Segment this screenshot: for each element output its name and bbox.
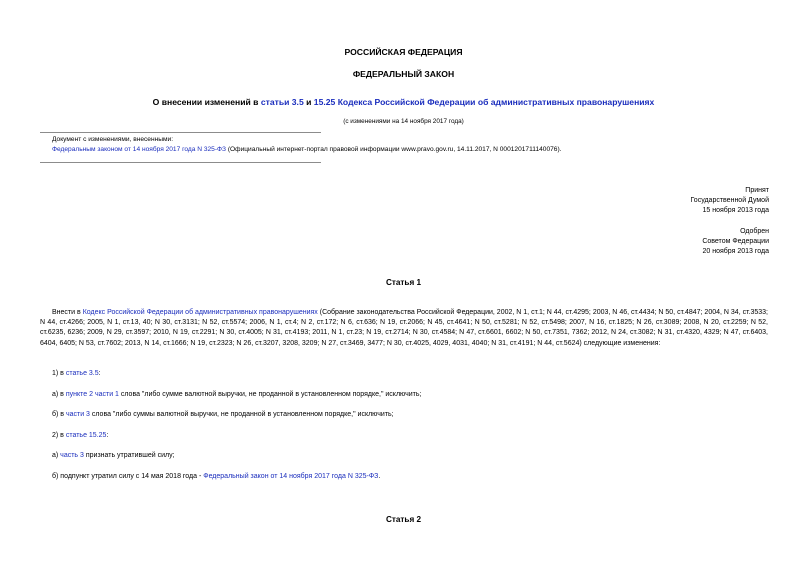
item-1-suffix: : [98, 370, 101, 377]
article-1-intro [40, 308, 768, 349]
approved-block [702, 227, 769, 257]
changes-rest: (Официальный интернет-портал правовой информации www.pravo.gov.ru, 14.11.2017, N 0001201711140076). [226, 146, 562, 153]
intro-rest: (Собрание законодательства Российской Федерации, 2002, N 1, ст.1; N 44, ст.4295; 2003, N 46, ст.4434; N 50, ст.4847; 2004, N 34, ст.3533; N 44, ст.4266; 2005, N 1, ст.13, 40; N 30, ст.3131; N 52, ст.5574; 2006, N 1, ст.4; N 2, ст.172; N 6, ст.636; N 19, ст.2066; N 45, ст.4641; N 50, ст.5281; N 52, ст.5498; 2007, N 16, ст.1825; N 26, ст.3089; 2008, N 20, ст.2259; N 52, ст.6235, 6236; 2009, N 29, ст.3597; 2010, N 19, ст.2291; N 30, ст.4005; N 31, ст.4193; 2011, N 1, ст.23; N 19, ст.2714; N 30, ст.4584; N 47, ст.6601, 6602; N 50, ст.7351, 7362; 2012, N 24, ст.3082; N 31, ст.4320, 4329; N 47, ст.6403, 6404, 6405; N 53, ст.7602; 2013, N 14, ст.1666; N 19, ст.2323; N 26, ст.3207, 3208, 3209; N 27, ст.3469, 3477; N 30, ст.4025, 4029, 4031, 4040; N 31, ст.4191; N 44, ст.5624) следующие изменения: [40, 309, 768, 347]
item-2-prefix: 2) в [52, 432, 66, 439]
item-1b [52, 410, 394, 420]
divider-bottom [40, 162, 321, 163]
item-2b-link-325-fz[interactable]: Федеральный закон от 14 ноября 2017 года N 325-ФЗ [203, 473, 379, 480]
intro-prefix: Внести в [52, 309, 83, 316]
item-2a [52, 451, 175, 461]
item-1b-prefix: б) в [52, 411, 66, 418]
item-2-link[interactable]: статье 15.25 [65, 432, 107, 439]
changes-label: Документ с изменениями, внесенными: [52, 136, 174, 143]
item-2a-rest: признать утратившей силу; [83, 452, 175, 459]
law-title [0, 96, 807, 108]
item-2 [52, 431, 108, 441]
item-1-prefix: 1) в [52, 370, 66, 377]
intro-link-koap[interactable]: Кодекс Российской Федерации об административных правонарушениях [82, 309, 318, 316]
article-1-heading: Статья 1 [385, 278, 422, 287]
item-2b-prefix: б) подпункт утратил силу с 14 мая 2018 года - [52, 473, 204, 480]
changes-line [52, 145, 562, 155]
item-1-link[interactable]: статье 3.5 [65, 370, 99, 377]
title-mid: и [303, 97, 314, 107]
changes-link-325-fz[interactable]: Федеральным законом от 14 ноября 2017 года N 325-ФЗ [52, 146, 227, 153]
item-1b-link-chast-3[interactable]: части 3 [65, 411, 90, 418]
adopted-line3: 15 ноября 2013 года [702, 207, 769, 214]
item-2a-prefix: а) [52, 452, 61, 459]
title-prefix: О внесении изменений в [152, 97, 261, 107]
item-1a-rest: слова "либо сумме валютной выручки, не проданной в установленном порядке," исключить; [118, 391, 422, 398]
title-link-article-3-5[interactable]: статьи 3.5 [260, 97, 304, 107]
item-2b-suffix: . [378, 473, 381, 480]
law-type-heading: ФЕДЕРАЛЬНЫЙ ЗАКОН [352, 69, 455, 79]
item-2-suffix: : [106, 432, 109, 439]
approved-line1: Одобрен [740, 228, 769, 235]
item-1 [52, 369, 101, 379]
item-2a-link-chast-3[interactable]: часть 3 [60, 452, 84, 459]
adopted-line2: Государственной Думой [690, 197, 769, 204]
approved-line2: Советом Федерации [702, 238, 769, 245]
item-1a-link-chast-1[interactable]: части 1 [94, 391, 119, 398]
item-1a-link-punkt-2[interactable]: пункте 2 [65, 391, 93, 398]
adopted-block [690, 186, 769, 216]
article-2-heading: Статья 2 [385, 515, 422, 524]
item-1a-prefix: а) в [52, 391, 66, 398]
divider-top [40, 132, 321, 133]
country-heading: РОССИЙСКАЯ ФЕДЕРАЦИЯ [344, 47, 463, 57]
title-link-article-15-25[interactable]: 15.25 Кодекса Российской Федерации об административных правонарушениях [313, 97, 655, 107]
item-2b [52, 472, 380, 482]
edition-note: (с изменениями на 14 ноября 2017 года) [343, 118, 464, 125]
approved-line3: 20 ноября 2013 года [702, 248, 769, 255]
item-1b-rest: слова "либо суммы валютной выручки, не проданной в установленном порядке," исключить; [89, 411, 394, 418]
adopted-line1: Принят [745, 187, 769, 194]
item-1a [52, 390, 421, 400]
